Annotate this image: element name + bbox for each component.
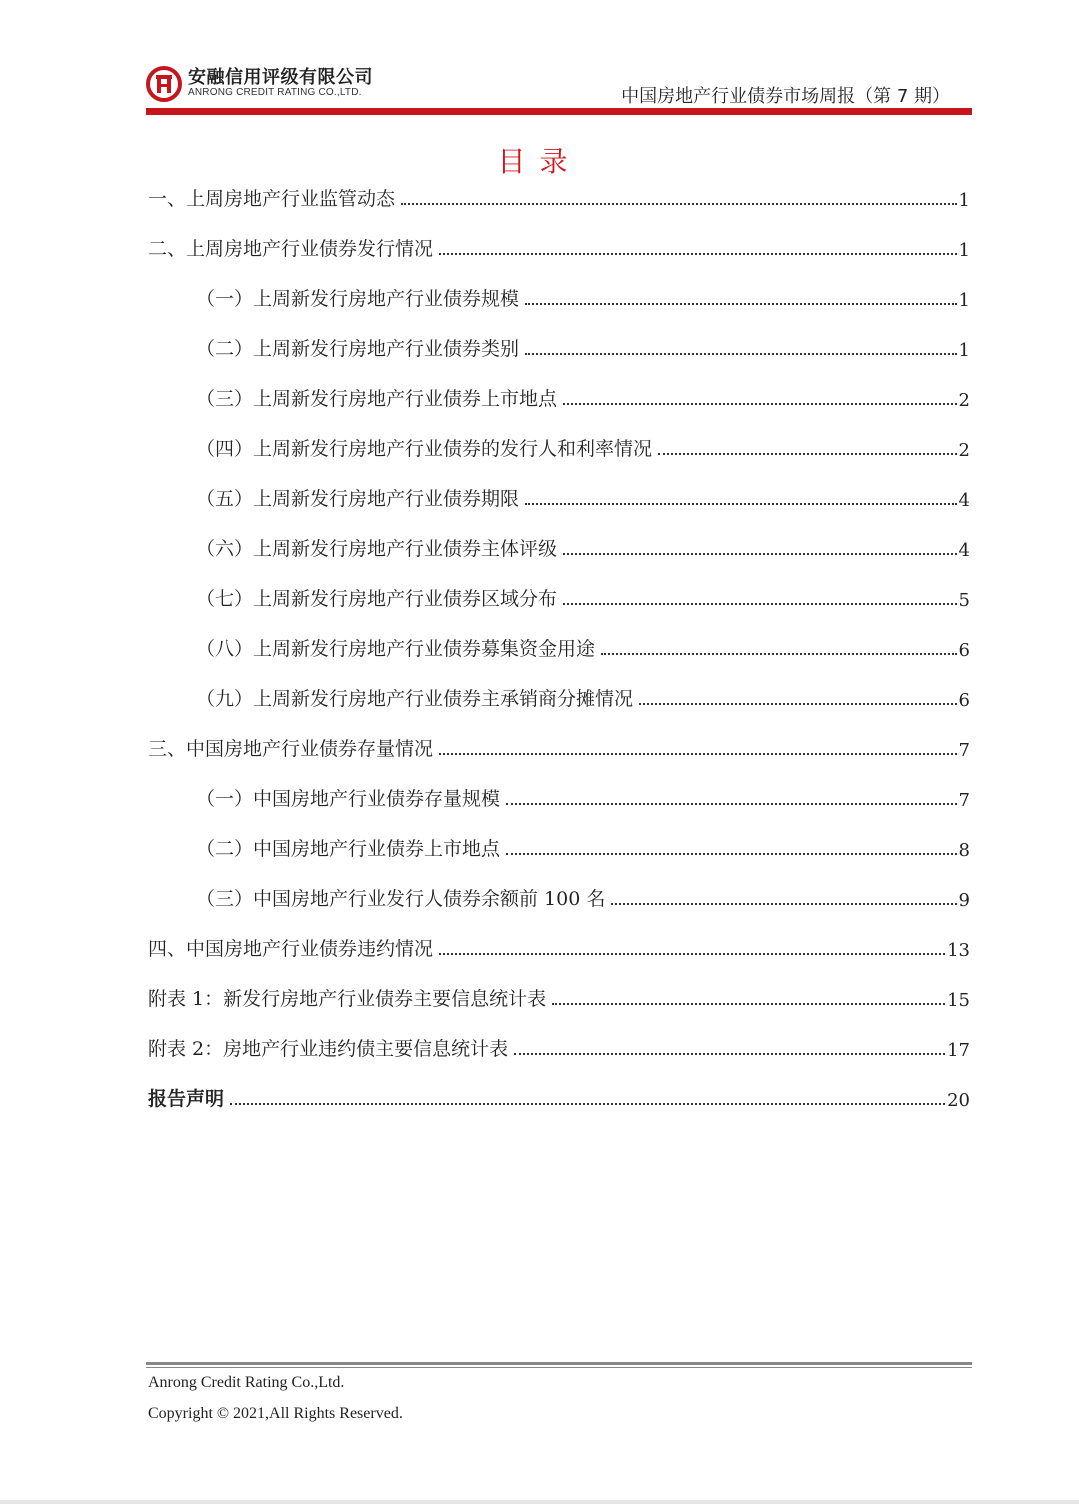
toc-entry[interactable] bbox=[148, 1075, 970, 1111]
toc-entry-label: （一）上周新发行房地产行业债券规模 bbox=[196, 288, 520, 310]
page-bottom-edge bbox=[0, 1500, 1079, 1504]
toc-page-number: 2 bbox=[958, 390, 970, 411]
toc-page-number: 7 bbox=[958, 740, 970, 761]
toc-page-number: 4 bbox=[958, 490, 970, 511]
toc-page-number: 2 bbox=[958, 440, 970, 461]
toc-dot-leader bbox=[611, 903, 956, 905]
toc-dot-leader bbox=[506, 853, 957, 855]
toc-dot-leader bbox=[401, 203, 957, 205]
toc-entry[interactable] bbox=[148, 875, 970, 911]
toc-entry[interactable] bbox=[148, 575, 970, 611]
toc-entry[interactable] bbox=[148, 375, 970, 411]
toc-dot-leader bbox=[525, 303, 957, 305]
toc-page-number: 15 bbox=[947, 990, 970, 1011]
toc-entry[interactable] bbox=[148, 475, 970, 511]
header-divider bbox=[146, 108, 972, 115]
toc-page-number: 6 bbox=[958, 690, 970, 711]
toc-page-number: 5 bbox=[958, 590, 970, 611]
toc-entry[interactable] bbox=[148, 825, 970, 861]
toc-dot-leader bbox=[563, 603, 957, 605]
toc-entry-label: （四）上周新发行房地产行业债券的发行人和利率情况 bbox=[196, 438, 653, 460]
toc-dot-leader bbox=[439, 253, 957, 255]
footer-company: Anrong Credit Rating Co.,Ltd. bbox=[148, 1374, 345, 1391]
toc-page-number: 1 bbox=[958, 240, 970, 261]
toc-entry[interactable] bbox=[148, 625, 970, 661]
toc-entry-label: （二）中国房地产行业债券上市地点 bbox=[196, 838, 501, 860]
toc-entry[interactable] bbox=[148, 525, 970, 561]
toc-dot-leader bbox=[230, 1103, 945, 1105]
footer-divider-thin bbox=[146, 1367, 972, 1368]
toc-entry-label: （五）上周新发行房地产行业债券期限 bbox=[196, 488, 520, 510]
toc-entry[interactable] bbox=[148, 975, 970, 1011]
toc-entry-label: 附表 2：房地产行业违约债主要信息统计表 bbox=[148, 1038, 509, 1060]
toc-dot-leader bbox=[552, 1003, 945, 1005]
toc-dot-leader bbox=[658, 453, 957, 455]
toc-dot-leader bbox=[563, 403, 957, 405]
toc-entry[interactable] bbox=[148, 175, 970, 211]
toc-entry[interactable] bbox=[148, 275, 970, 311]
toc-entry-label: （九）上周新发行房地产行业债券主承销商分摊情况 bbox=[196, 688, 634, 710]
toc-entry-label: （二）上周新发行房地产行业债券类别 bbox=[196, 338, 520, 360]
toc-entry-label: （七）上周新发行房地产行业债券区域分布 bbox=[196, 588, 558, 610]
toc-entry-label: 附表 1：新发行房地产行业债券主要信息统计表 bbox=[148, 988, 547, 1010]
toc-page-number: 6 bbox=[958, 640, 970, 661]
toc-dot-leader bbox=[525, 503, 957, 505]
toc-entry-label: 三、中国房地产行业债券存量情况 bbox=[148, 738, 434, 760]
page-header bbox=[146, 62, 972, 118]
toc-page-number: 9 bbox=[958, 890, 970, 911]
toc-heading: 目录 bbox=[497, 145, 582, 178]
toc-entry-label: （六）上周新发行房地产行业债券主体评级 bbox=[196, 538, 558, 560]
toc-page-number: 20 bbox=[947, 1090, 970, 1111]
toc-page-number: 1 bbox=[958, 290, 970, 311]
toc-entry-label: （八）上周新发行房地产行业债券募集资金用途 bbox=[196, 638, 596, 660]
company-logo bbox=[146, 66, 373, 102]
company-name-en: ANRONG CREDIT RATING CO.,LTD. bbox=[188, 87, 362, 99]
footer-divider bbox=[146, 1362, 972, 1365]
toc-dot-leader bbox=[525, 353, 957, 355]
toc-entry-label: 二、上周房地产行业债券发行情况 bbox=[148, 238, 434, 260]
toc-entry-label: 一、上周房地产行业监管动态 bbox=[148, 188, 396, 210]
toc-dot-leader bbox=[563, 553, 957, 555]
toc-entry[interactable] bbox=[148, 225, 970, 261]
toc-page-number: 1 bbox=[958, 340, 970, 361]
toc-entry-label: （三）上周新发行房地产行业债券上市地点 bbox=[196, 388, 558, 410]
anrong-logo-icon bbox=[146, 66, 182, 102]
toc-entry[interactable] bbox=[148, 775, 970, 811]
toc-entry[interactable] bbox=[148, 675, 970, 711]
toc-dot-leader bbox=[514, 1053, 945, 1055]
toc-page-number: 1 bbox=[958, 190, 970, 211]
toc-dot-leader bbox=[439, 753, 957, 755]
toc-entry[interactable] bbox=[148, 1025, 970, 1061]
toc-entry-label: 报告声明 bbox=[148, 1088, 225, 1110]
toc-page-number: 13 bbox=[947, 940, 970, 961]
toc-page-number: 7 bbox=[958, 790, 970, 811]
toc-entry[interactable] bbox=[148, 925, 970, 961]
toc-entry[interactable] bbox=[148, 425, 970, 461]
toc-dot-leader bbox=[601, 653, 957, 655]
toc-entry[interactable] bbox=[148, 725, 970, 761]
toc-page-number: 8 bbox=[958, 840, 970, 861]
toc-page-number: 17 bbox=[947, 1040, 970, 1061]
toc-entry-label: （三）中国房地产行业发行人债券余额前 100 名 bbox=[196, 888, 606, 910]
toc-entry-label: （一）中国房地产行业债券存量规模 bbox=[196, 788, 501, 810]
toc-dot-leader bbox=[439, 953, 945, 955]
toc-entry-label: 四、中国房地产行业债券违约情况 bbox=[148, 938, 434, 960]
report-title: 中国房地产行业债券市场周报（第 7 期） bbox=[621, 86, 950, 107]
toc-entry[interactable] bbox=[148, 325, 970, 361]
company-name-cn: 安融信用评级有限公司 bbox=[188, 67, 373, 89]
toc-dot-leader bbox=[506, 803, 957, 805]
toc-page-number: 4 bbox=[958, 540, 970, 561]
toc-dot-leader bbox=[639, 703, 957, 705]
footer-copyright: Copyright © 2021,All Rights Reserved. bbox=[148, 1405, 403, 1422]
